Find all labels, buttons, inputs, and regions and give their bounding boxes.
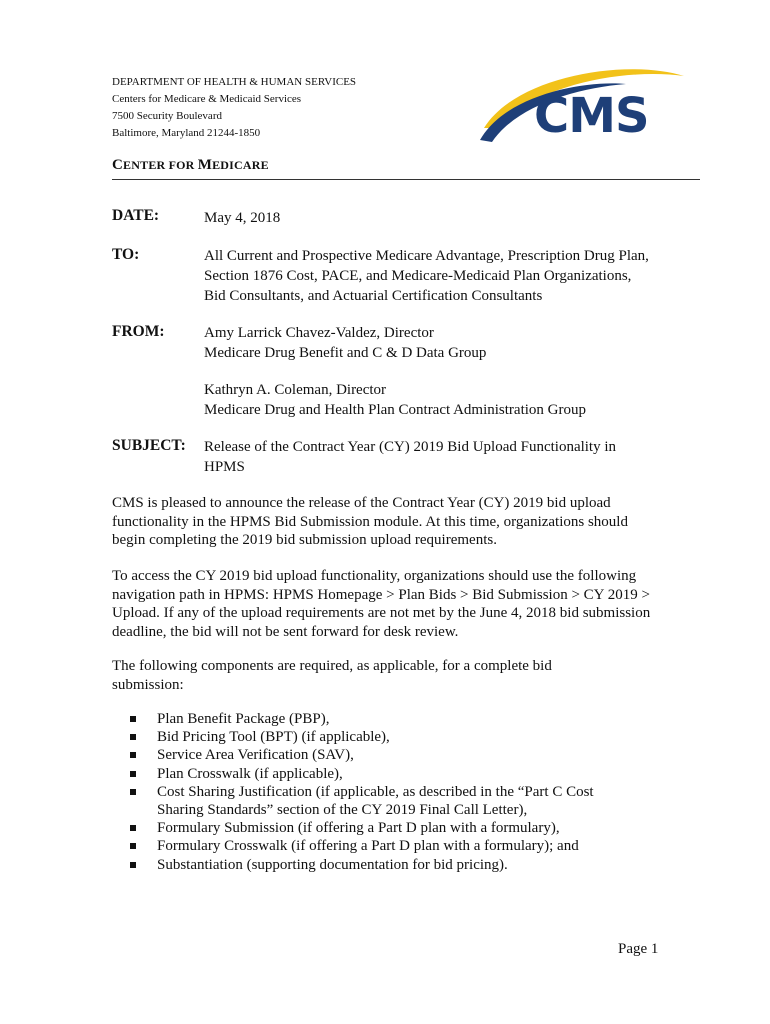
subject-value: Release of the Contract Year (CY) 2019 Bid Upload Functionality in HPMS bbox=[204, 439, 617, 475]
bullet-square-icon bbox=[130, 789, 136, 795]
logo-text: CMS bbox=[534, 88, 649, 144]
list-item: Service Area Verification (SAV), bbox=[130, 746, 594, 764]
agency-address bbox=[112, 74, 356, 142]
center-title: CENTER FOR MEDICARE bbox=[112, 157, 269, 173]
header-divider bbox=[112, 179, 700, 180]
paragraph-navigation: To access the CY 2019 bid upload functionality, organizations should use the following navigation path in HPMS: HPMS Homepage > Plan Bids > Bid Submission > CY 2019 > Upload. If any of the upload requirements are not met by the June 4, 2018 bid submission deadline, the bid will not be sent forward for desk review. bbox=[112, 568, 651, 640]
bullet-square-icon bbox=[130, 862, 136, 868]
address-line: Centers for Medicare & Medicaid Services bbox=[112, 93, 302, 105]
paragraph-components: The following components are required, as applicable, for a complete bid submission: bbox=[112, 658, 552, 693]
paragraph-intro: CMS is pleased to announce the release of the Contract Year (CY) 2019 bid upload functionality in the HPMS Bid Submission module. At this time, organizations should begin completing the 2019 bid submission upload requirements. bbox=[112, 495, 628, 548]
from-sender-2: Kathryn A. Coleman, Director Medicare Drug and Health Plan Contract Administration Group bbox=[204, 382, 586, 418]
list-item: Formulary Submission (if offering a Part D plan with a formulary), bbox=[130, 819, 594, 837]
from-sender-1: Amy Larrick Chavez-Valdez, Director Medicare Drug Benefit and C & D Data Group bbox=[204, 325, 487, 361]
list-item: Formulary Crosswalk (if offering a Part D plan with a formulary); and bbox=[130, 837, 594, 855]
date-value: May 4, 2018 bbox=[204, 210, 281, 226]
list-item: Plan Benefit Package (PBP), bbox=[130, 710, 594, 728]
address-line: DEPARTMENT OF HEALTH & HUMAN SERVICES bbox=[112, 76, 357, 88]
bullet-square-icon bbox=[130, 825, 136, 831]
address-line: Baltimore, Maryland 21244-1850 bbox=[112, 127, 261, 139]
bullet-square-icon bbox=[130, 752, 136, 758]
list-item: Substantiation (supporting documentation for bid pricing). bbox=[130, 856, 594, 874]
bullet-square-icon bbox=[130, 716, 136, 722]
from-label: FROM: bbox=[112, 323, 165, 340]
address-line: 7500 Security Boulevard bbox=[112, 110, 222, 122]
to-recipients: All Current and Prospective Medicare Advantage, Prescription Drug Plan, Section 1876 Cost, PACE, and Medicare-Medicaid Plan Organizations, Bid Consultants, and Actuarial Certification Consultants bbox=[204, 248, 649, 304]
list-item: Cost Sharing Justification (if applicable, as described in the “Part C Cost Sharing Standards” section of the CY 2019 Final Call Letter), bbox=[130, 783, 594, 819]
component-list bbox=[130, 710, 594, 874]
bullet-square-icon bbox=[130, 843, 136, 849]
cms-logo bbox=[476, 66, 690, 148]
list-item: Bid Pricing Tool (BPT) (if applicable), bbox=[130, 728, 594, 746]
bullet-square-icon bbox=[130, 734, 136, 740]
list-item: Plan Crosswalk (if applicable), bbox=[130, 765, 594, 783]
page-number: Page 1 bbox=[618, 941, 659, 957]
bullet-square-icon bbox=[130, 771, 136, 777]
subject-label: SUBJECT: bbox=[112, 437, 186, 454]
to-label: TO: bbox=[112, 246, 140, 263]
date-label: DATE: bbox=[112, 207, 160, 224]
